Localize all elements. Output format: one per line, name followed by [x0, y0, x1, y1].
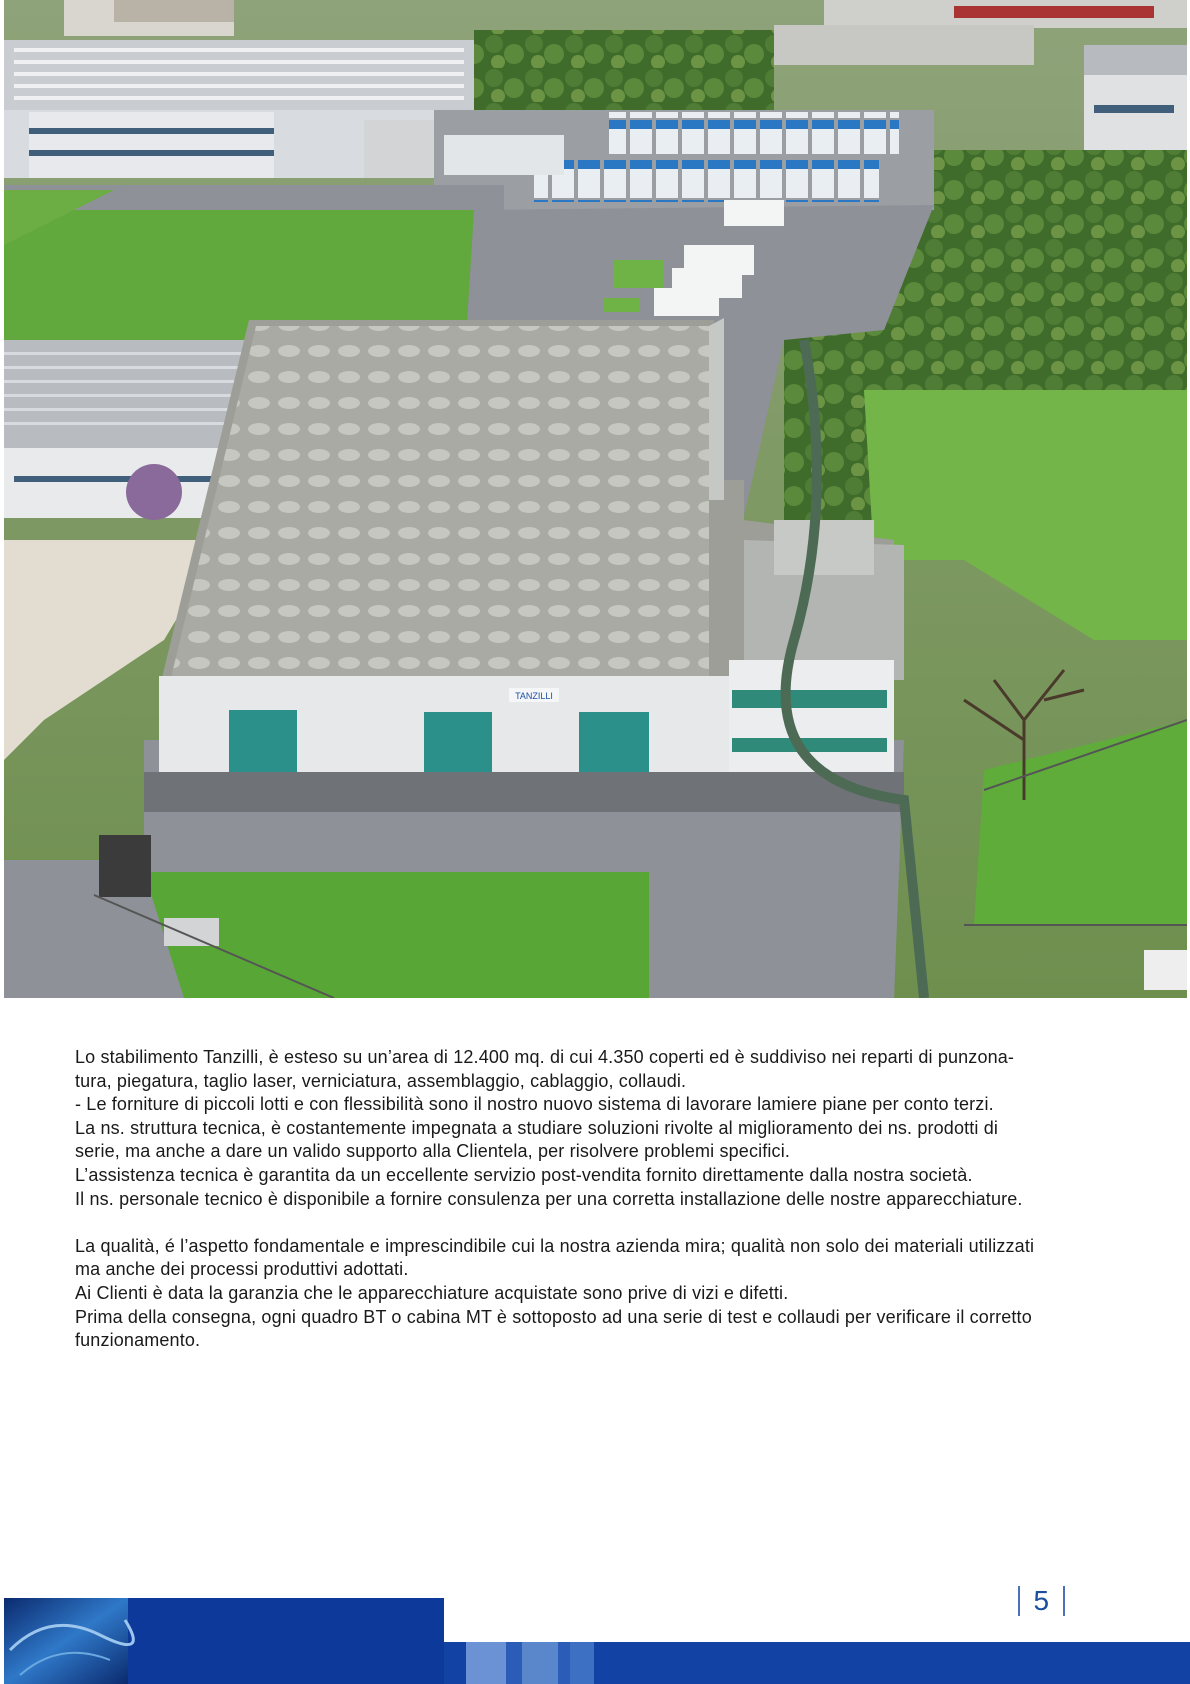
text-line: funzionamento. [75, 1330, 201, 1351]
warehouse-upper-left [4, 40, 504, 178]
building-shadow [144, 772, 904, 812]
text-line: Prima della consegna, ogni quadro BT o cabina MT è sottoposto ad una serie di test e collaudi per verificare il corretto [75, 1306, 1032, 1327]
truck [1144, 950, 1187, 990]
tree-line-top [474, 30, 774, 120]
text-line: serie, ma anche a dare un valido supporto alla Clientela, per risolvere problemi specifici. [75, 1141, 791, 1162]
page-number: 5 [1033, 1585, 1050, 1616]
paragraph-plant-description [75, 1046, 1105, 1211]
warehouse-upper-right [1084, 45, 1187, 155]
paragraph-quality [75, 1235, 1105, 1353]
text-line: Ai Clienti è data la garanzia che le apparecchiature acquistate sono prive di vizi e difetti. [75, 1282, 789, 1303]
text-line: Il ns. personale tecnico è disponibile a fornire consulenza per una corretta installazione delle nostre apparecchiature. [75, 1188, 1023, 1209]
footer-band [0, 1590, 1190, 1684]
bus-parking [434, 110, 934, 210]
factory-aerial-photo [4, 0, 1187, 998]
text-line: Lo stabilimento Tanzilli, è esteso su un’area di 12.400 mq. di cui 4.350 coperti ed è suddiviso nei reparti di punzona- [75, 1047, 1015, 1067]
text-line: tura, piegatura, taglio laser, verniciatura, assemblaggio, cablaggio, collaudi. [75, 1070, 687, 1091]
footer-graphic [0, 1590, 1190, 1684]
gatehouse [99, 835, 151, 897]
shelter [164, 918, 219, 946]
body-text [75, 1046, 1105, 1376]
text-line: La qualità, é l’aspetto fondamentale e imprescindibile cui la nostra azienda mira; qualità non solo dei materiali utilizzati [75, 1235, 1035, 1256]
text-line: La ns. struttura tecnica, è costantemente impegnata a studiare soluzioni rivolte al miglioramento dei ns. prodotti di [75, 1117, 999, 1138]
factory-sign: TANZILLI [515, 691, 553, 701]
text-line: - Le forniture di piccoli lotti e con flessibilità sono il nostro nuovo sistema di lavorare lamiere piane per conto terzi. [75, 1094, 994, 1115]
text-line: L’assistenza tecnica è garantita da un eccellente servizio post-vendita fornito direttamente dalla nostra società. [75, 1164, 973, 1185]
text-line: ma anche dei processi produttivi adottati. [75, 1259, 409, 1280]
